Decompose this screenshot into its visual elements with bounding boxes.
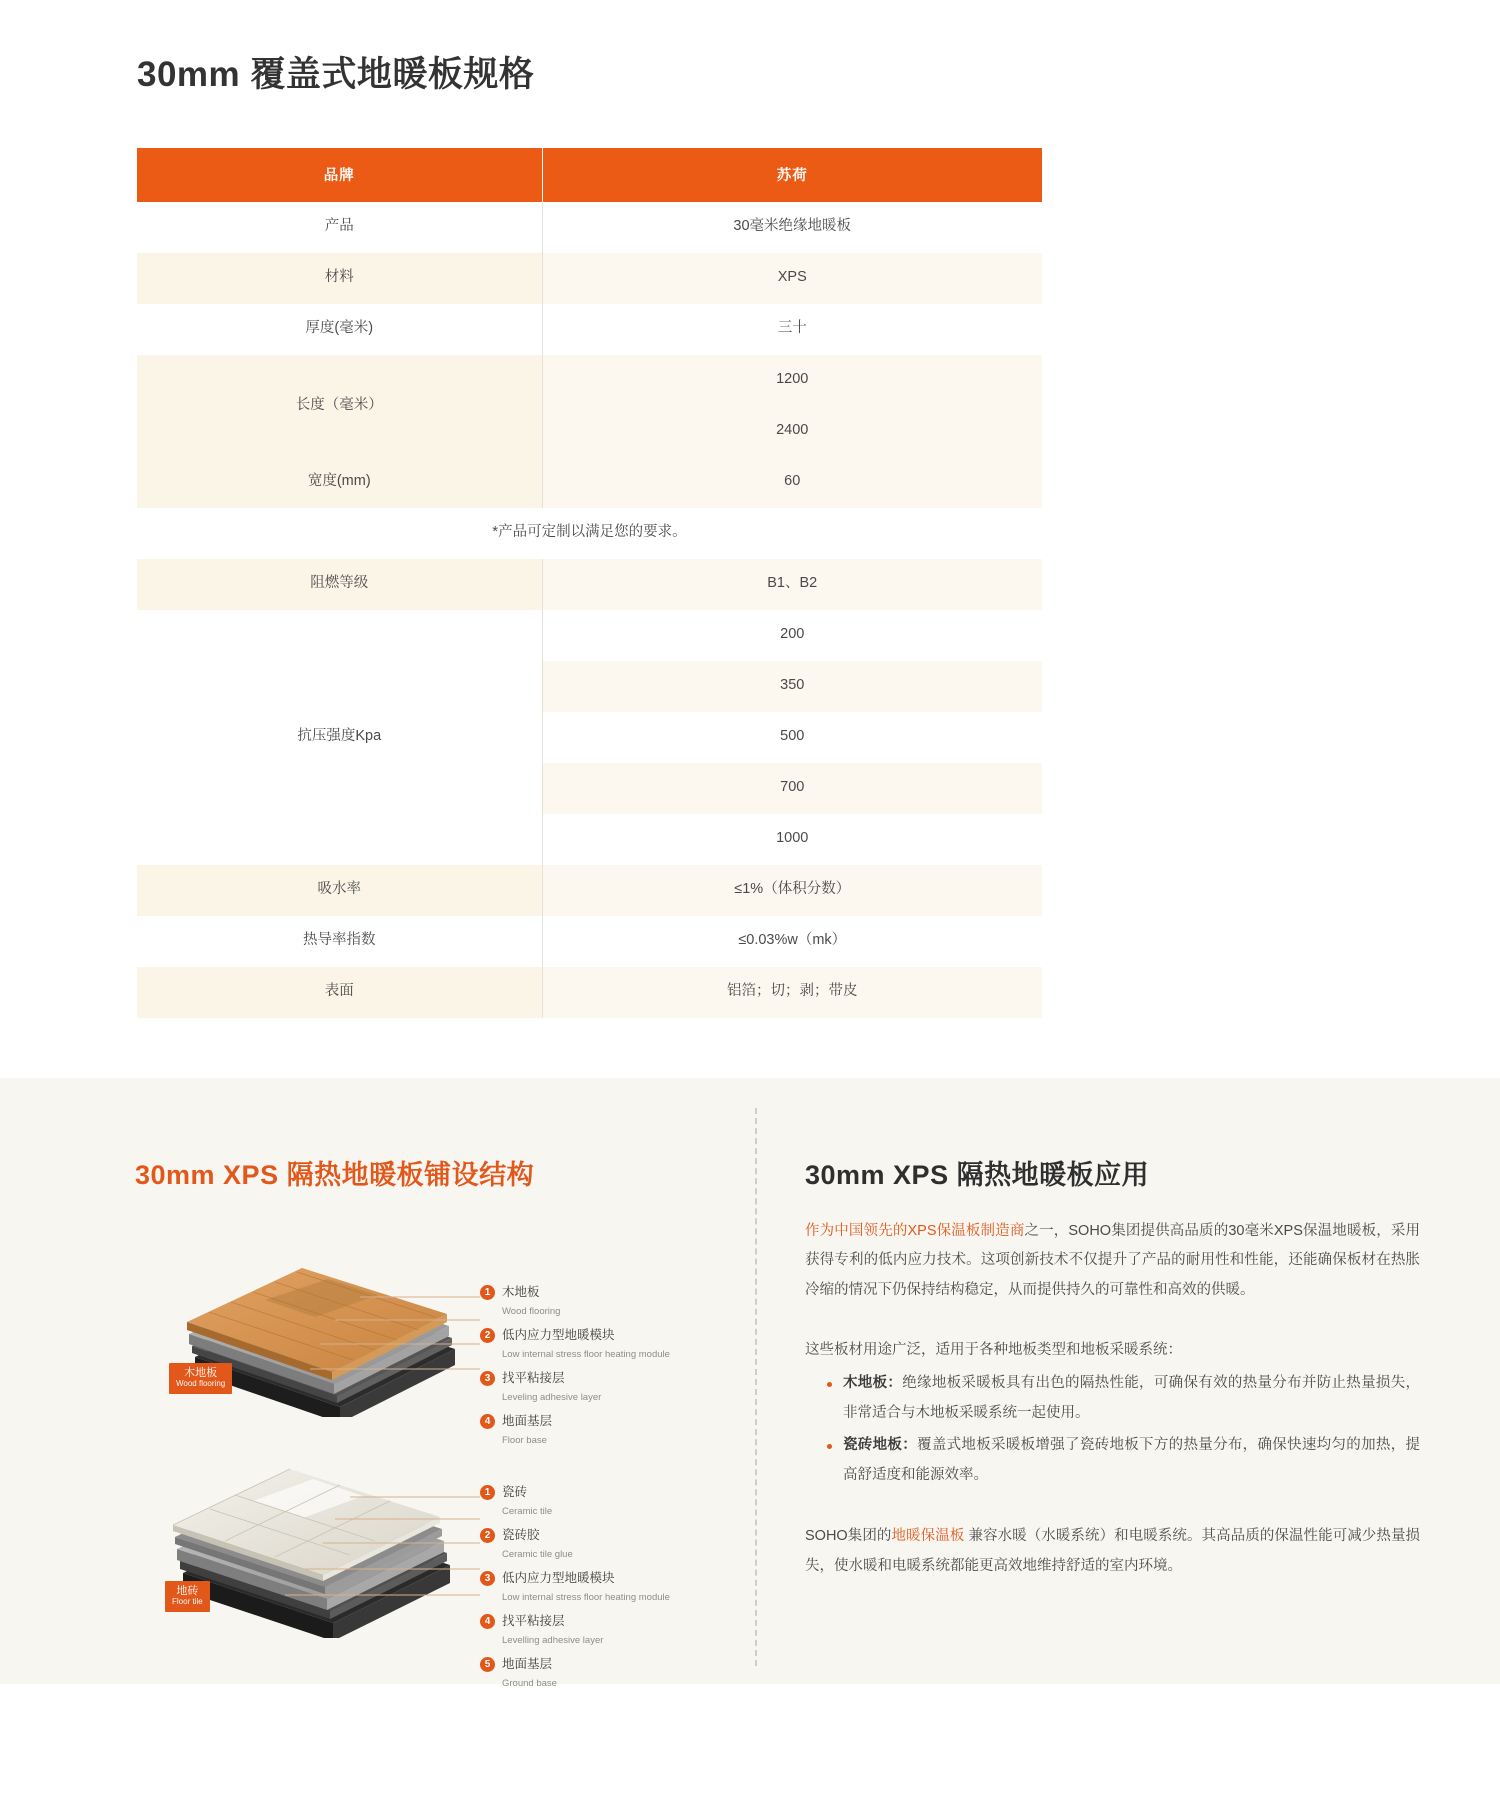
tag-wood-flooring: 木地板 Wood flooring [169,1363,232,1394]
legend-number: 5 [480,1657,495,1672]
legend-label-en: Leveling adhesive layer [502,1391,602,1403]
legend-label-cn: 低内应力型地暖模块 [502,1570,615,1585]
bullet-term: 木地板： [843,1375,903,1392]
page-title: 30mm 覆盖式地暖板规格 [137,55,535,94]
row-label: 厚度(毫米) [137,304,542,355]
legend-item [480,1283,670,1319]
customization-note-row [137,508,1042,559]
row-value: 1000 [776,830,809,847]
spec-table-wrapper [137,148,1042,1018]
legend-number: 1 [480,1485,495,1500]
row-value: ≤0.03%w（mk） [738,932,847,949]
legend-label-en: Wood flooring [502,1305,561,1317]
application-bullet-list [805,1369,1420,1490]
table-row [137,916,1042,967]
paragraph-3-pre: SOHO集团的 [805,1528,892,1545]
legend-label-en: Low internal stress floor heating module [502,1348,670,1360]
row-label: 抗压强度Kpa [137,610,542,865]
legend-item [480,1526,670,1562]
legend-label-en: Levelling adhesive layer [502,1634,604,1646]
legend-label-cn: 地面基层 [502,1413,553,1428]
diagram-wood-flooring [135,1217,715,1446]
structure-title: 30mm XPS 隔热地暖板铺设结构 [135,1159,535,1190]
table-row [137,304,1042,355]
table-row [137,967,1042,1018]
row-label: 阻燃等级 [137,559,542,610]
table-row [137,559,1042,610]
structure-diagrams [135,1217,715,1689]
structure-column [0,1130,755,1689]
bullet-term: 瓷砖地板： [843,1436,918,1453]
diagram-floor-tile [135,1423,715,1689]
spec-table [137,148,1042,1018]
highlight-link-manufacturer[interactable]: 作为中国领先的XPS保温板制造商 [805,1222,1025,1239]
application-column [755,1130,1500,1644]
legend-label-cn: 找平粘接层 [502,1613,565,1628]
legend-label-en: Floor base [502,1434,547,1446]
legend-label-cn: 木地板 [502,1284,540,1299]
legend-item [480,1655,670,1691]
row-value: 350 [542,661,1042,712]
highlight-link-insulation-board[interactable]: 地暖保温板 [891,1528,965,1545]
legend-item [480,1369,670,1405]
row-label: 产品 [137,202,542,253]
legend-number: 3 [480,1371,495,1386]
legend-number: 4 [480,1614,495,1629]
legend-item [480,1612,670,1648]
row-value: 三十 [777,320,807,337]
legend-item [480,1569,670,1605]
legend-label-en: Ceramic tile [502,1505,553,1517]
row-value: B1、B2 [542,559,1042,610]
paragraph-spacer [805,1492,1420,1522]
spec-table-body-bottom [137,559,1042,1018]
legend-label-cn: 瓷砖 [502,1484,528,1499]
legend-item [480,1483,670,1519]
legend-label-en: Ground base [502,1677,557,1689]
row-label: 热导率指数 [137,916,542,967]
table-row [137,355,1042,406]
row-label: 材料 [137,253,542,304]
legend-number: 4 [480,1414,495,1429]
application-title: 30mm XPS 隔热地暖板应用 [805,1159,1150,1190]
table-row [137,457,1042,508]
table-row [137,202,1042,253]
customization-note: *产品可定制以满足您的要求。 [137,508,1042,559]
row-label: 宽度(mm) [137,457,542,508]
vertical-dashed-divider [755,1108,757,1666]
row-value: 30毫米绝缘地暖板 [733,218,852,235]
application-paragraph-3 [805,1522,1420,1581]
bullet-text: 覆盖式地板采暖板增强了瓷砖地板下方的热量分布，确保快速均匀的加热，提高舒适度和能源效率。 [843,1436,1420,1483]
row-value: 500 [780,728,805,745]
row-value: 铝箔；切；剥；带皮 [542,967,1042,1018]
table-header-value: 苏荷 [542,148,1042,202]
paragraph-spacer [805,1306,1420,1336]
paragraph-3-rest: 兼容水暖（水暖系统）和电暖系统。其高品质的保温性能可减少热量损失，使水暖和电暖系统都能更高效地维持舒适的室内环境。 [805,1528,1421,1575]
table-header-brand: 品牌 [137,148,542,202]
row-value: 60 [542,457,1042,508]
row-value: 2400 [542,406,1042,457]
lower-section [0,1078,1500,1689]
table-header-row [137,148,1042,202]
legend-diagram-tile [480,1483,670,1698]
application-paragraph-2: 这些板材用途广泛，适用于各种地板类型和地板采暖系统： [805,1341,1182,1358]
table-row [137,610,1042,661]
table-row [137,253,1042,304]
list-item [827,1431,1420,1490]
legend-number: 2 [480,1328,495,1343]
spec-table-body-top [137,202,1042,559]
row-value: 200 [780,626,805,643]
application-body [805,1217,1420,1582]
bullet-text: 绝缘地板采暖板具有出色的隔热性能，可确保有效的热量分布并防止热量损失，非常适合与木地板采暖系统一起使用。 [843,1375,1421,1422]
legend-number: 1 [480,1285,495,1300]
row-label: 吸水率 [137,865,542,916]
tag-floor-tile: 地砖 Floor tile [165,1581,210,1612]
paragraph-1-rest: 之一，SOHO集团提供高品质的30毫米XPS保温地暖板，采用获得专利的低内应力技术。这项创新技术不仅提升了产品的耐用性和性能，还能确保板材在热胀冷缩的情况下仍保持结构稳定，从而提供持久的可靠性和高效的供暖。 [805,1222,1421,1299]
legend-label-cn: 低内应力型地暖模块 [502,1327,615,1342]
row-value: 1200 [542,355,1042,406]
legend-label-en: Ceramic tile glue [502,1548,573,1560]
legend-label-cn: 找平粘接层 [502,1370,565,1385]
row-label: 表面 [137,967,542,1018]
list-item [827,1369,1420,1428]
application-paragraph-1 [805,1217,1420,1306]
legend-label-cn: 地面基层 [502,1656,553,1671]
row-value: XPS [542,253,1042,304]
legend-number: 2 [480,1528,495,1543]
legend-number: 3 [480,1571,495,1586]
row-value: ≤1%（体积分数） [542,865,1042,916]
legend-label-cn: 瓷砖胶 [502,1527,540,1542]
row-label: 长度（毫米） [137,355,542,457]
row-value: 700 [542,763,1042,814]
table-row [137,865,1042,916]
legend-label-en: Low internal stress floor heating module [502,1591,670,1603]
legend-item [480,1326,670,1362]
